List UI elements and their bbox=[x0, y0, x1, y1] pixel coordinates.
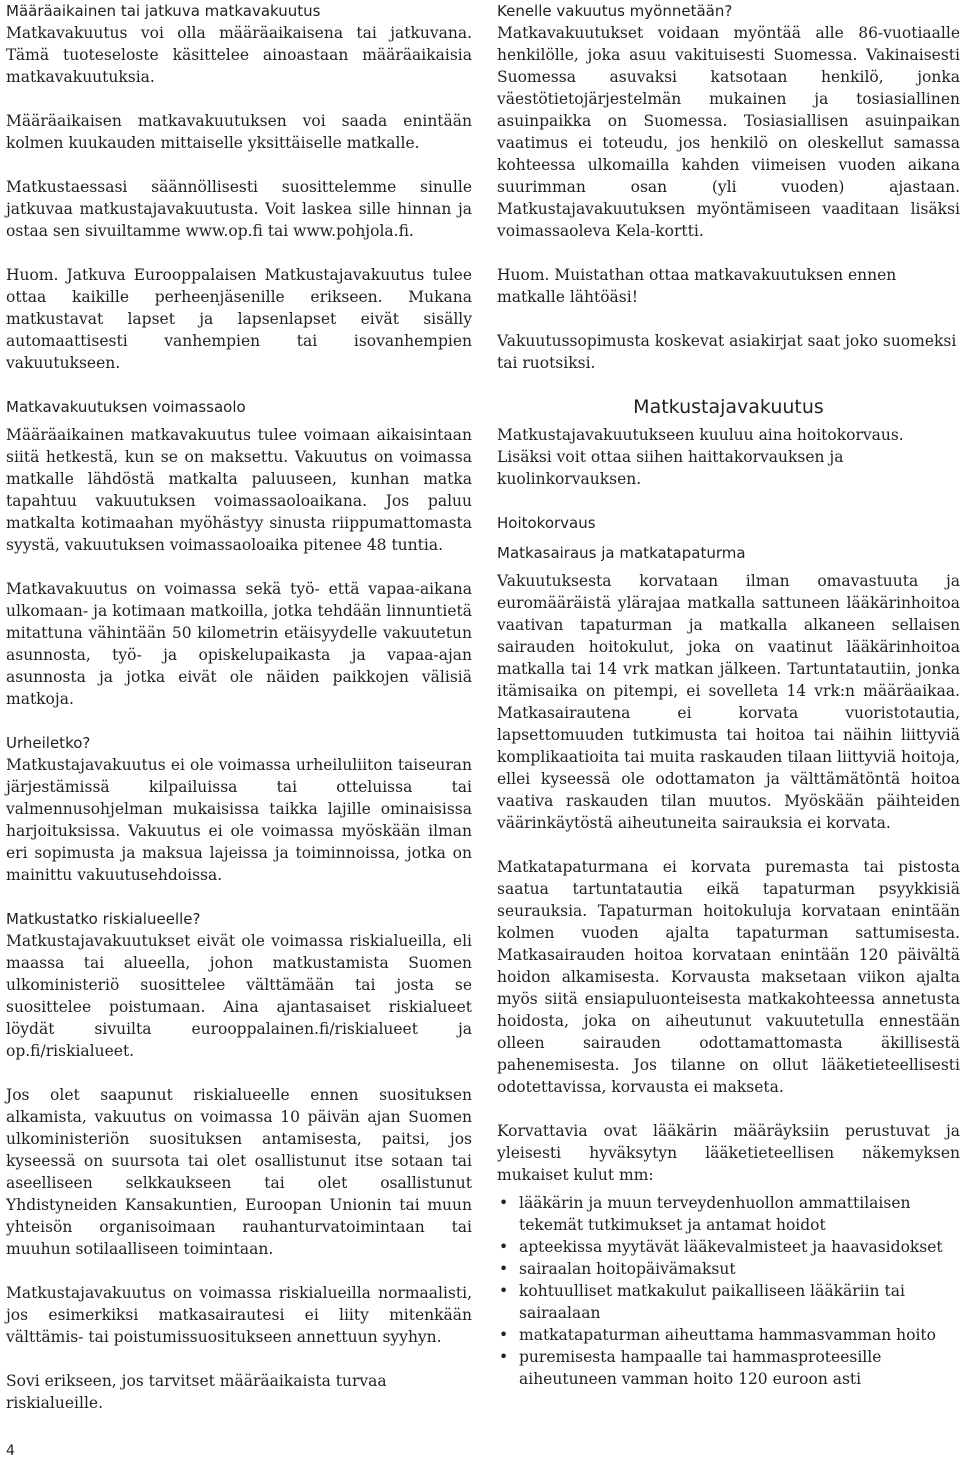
subheading: Matkasairaus ja matkatapaturma bbox=[497, 544, 746, 562]
paragraph: Korvattavia ovat lääkärin määräyksiin perustuvat ja yleisesti hyväksytyn lääketieteellisen näkemyksen mukaiset kulut mm: bbox=[497, 1122, 960, 1184]
paragraph: Matkustaessasi säännöllisesti suosittelemme sinulle jatkuvaa matkustajavakuutusta. Voit laskea sille hinnan ja ostaa sen sivuiltamme www.op.fi tai www.pohjola.fi. bbox=[6, 178, 472, 240]
page-number: 4 bbox=[6, 1443, 15, 1459]
paragraph: Vakuutuksesta korvataan ilman omavastuuta ja euromääräistä ylärajaa matkalla sattuneen lääkärinhoitoa vaativan tapaturman ja matkalla alkaneen sellaisen sairauden hoitokulut, joka on vaatinut lääkärinhoitoa matkalla tai 14 vrk matkan jälkeen. Tartuntatautiin, jonka itämisaika on pitempi, ei sovelleta 14 vrk:n määräaikaa. Matkasairautena ei korvata vuoristotautia, lapsettomuuden tutkimusta tai hoitoa tai näihin liittyviä komplikaatioita tai muita raskauden tilaan liittyviä hoitoja, ellei kyseessä ole odottamaton ja välttämätöntä hoitoa vaativa raskauden tilan muutos. Myöskään päihteiden väärinkäytöstä aiheutuneita sairauksia ei korvata. bbox=[497, 572, 960, 832]
paragraph: Matkavakuutukset voidaan myöntää alle 86-vuotiaalle henkilölle, joka asuu vakituisesti Suomessa. Vakinaisesti Suomessa asuvaksi katsotaan henkilö, jonka väestötietojärjestelmän mukainen ja tosiasiallinen asuinpaikka on Suomessa. Tosiasiallisen asuinpaikan vaatimus ei toteudu, jos henkilö on oleskellut samassa kohteessa ulkomailla kahden viimeisen vuoden aikana suurimman osan (yli vuoden) ajastaan. Matkustajavakuutuksen myöntämiseen vaaditaan lisäksi voimassaoleva Kela-kortti. bbox=[497, 24, 960, 240]
list-item: • apteekissa myytävät lääkevalmisteet ja haavasidokset bbox=[497, 1236, 960, 1258]
paragraph: Jos olet saapunut riskialueelle ennen suosituksen alkamista, vakuutus on voimassa 10 päivän ajan Suomen ulkoministeriön suosituksen antamisesta, paitsi, jos kyseessä on suursota tai olet osallistunut itse sotaan tai aseelliseen selkkaukseen tai olet osallistunut Yhdistyneiden Kansakuntien, Euroopan Unionin tai muun yhteisön organisoimaan rauhanturvatoimintaan tai muuhun sotilaalliseen toimintaan. bbox=[6, 1086, 472, 1258]
list-item: • puremisesta hampaalle tai hammasproteesille aiheutuneen vamman hoito 120 euroon asti bbox=[497, 1346, 960, 1390]
paragraph: Määräaikainen matkavakuutus tulee voimaan aikaisintaan siitä hetkestä, kun se on maksettu. Vakuutus on voimassa matkalle lähdöstä matkalta paluuseen, kunhan matka tapahtuu vakuutuksen voimassaoloaikana. Jos paluu matkalta kotimaahan myöhästyy sinusta riippumattomasta syystä, vakuutuksen voimassaoloaika pitenee 48 tuntia. bbox=[6, 426, 472, 554]
section-heading: Urheiletko? bbox=[6, 734, 91, 752]
list-item: • sairaalan hoitopäivämaksut bbox=[497, 1258, 960, 1280]
paragraph: Matkustajavakuutukset eivät ole voimassa riskialueilla, eli maassa tai alueella, johon matkustamista Suomen ulkoministeriö suosittelee välttämään tai josta se suosittelee poistumaan. Aina ajantasaiset riskialueet löydät sivuilta eurooppalainen.fi/riskialueet ja op.fi/riskialueet. bbox=[6, 932, 472, 1060]
section-heading: Hoitokorvaus bbox=[497, 514, 596, 532]
list-item: • lääkärin ja muun terveydenhuollon ammattilaisen tekemät tutkimukset ja antamat hoidot bbox=[497, 1192, 960, 1236]
paragraph: Matkavakuutus voi olla määräaikaisena tai jatkuvana. Tämä tuoteseloste käsittelee ainoastaan määräaikaisia matkavakuutuksia. bbox=[6, 24, 472, 86]
section-title: Matkustajavakuutus bbox=[633, 396, 824, 418]
paragraph: Vakuutussopimusta koskevat asiakirjat saat joko suomeksi tai ruotsiksi. bbox=[497, 332, 957, 372]
section-heading: Määräaikainen tai jatkuva matkavakuutus bbox=[6, 2, 321, 20]
paragraph: Huom. Muistathan ottaa matkavakuutuksen ennen matkalle lähtöäsi! bbox=[497, 266, 897, 306]
section-heading: Matkavakuutuksen voimassaolo bbox=[6, 398, 246, 416]
section-heading: Matkustatko riskialueelle? bbox=[6, 910, 201, 928]
right-column bbox=[497, 0, 960, 1390]
bullet-list bbox=[497, 1192, 960, 1390]
list-item: • matkatapaturman aiheuttama hammasvamman hoito bbox=[497, 1324, 960, 1346]
paragraph: Huom. Jatkuva Eurooppalaisen Matkustajavakuutus tulee ottaa kaikille perheenjäsenille erikseen. Mukana matkustavat lapset ja lapsenlapset eivät sisälly automaattisesti vanhempien tai isovanhempien vakuutukseen. bbox=[6, 266, 472, 372]
paragraph: Matkavakuutus on voimassa sekä työ- että vapaa-aikana ulkomaan- ja kotimaan matkoilla, jotka tehdään linnuntietä mitattuna vähintään 50 kilometrin etäisyydelle vakuutetun asunnosta, työ- ja opiskelupaikasta ja vapaa-ajan asunnosta ja jotka eivät ole näiden paikkojen välisiä matkoja. bbox=[6, 580, 472, 708]
paragraph: Matkustajavakuutus ei ole voimassa urheiluliiton taiseuran järjestämissä kilpailuissa tai otteluissa tai valmennusohjelman mukaisissa taikka lajille ominaisissa harjoituksissa. Vakuutus ei ole voimassa myöskään ilman eri sopimusta ja maksua lajeissa ja toiminnoissa, jotka on mainittu vakuutusehdoissa. bbox=[6, 756, 472, 884]
left-column bbox=[6, 0, 472, 1414]
paragraph: Matkustajavakuutukseen kuuluu aina hoitokorvaus. Lisäksi voit ottaa siihen haittakorvauksen ja kuolinkorvauksen. bbox=[497, 426, 904, 488]
paragraph: Sovi erikseen, jos tarvitset määräaikaista turvaa riskialueille. bbox=[6, 1372, 387, 1412]
paragraph: Matkustajavakuutus on voimassa riskialueilla normaalisti, jos esimerkiksi matkasairautesi ei liity mitenkään välttämis- tai poistumissuositukseen annettuun syyhyn. bbox=[6, 1284, 472, 1346]
paragraph: Matkatapaturmana ei korvata puremasta tai pistosta saatua tartuntatautia eikä tapaturman psyykkisiä seurauksia. Tapaturman hoitokuluja korvataan enintään kolmen vuoden ajalta tapaturman sattumisesta. Matkasairauden hoitoa korvataan enintään 120 päivältä hoidon alkamisesta. Korvausta maksetaan viikon ajalta myös siitä ensiapuluonteisesta matkakohteessa annetusta hoidosta, joka on aiheutunut vakuutetulla ennestään olleen sairauden odottamattomasta äkillisestä pahenemisesta. Jos tilanne on ollut lääketieteellisesti odotettavissa, korvausta ei makseta. bbox=[497, 858, 960, 1096]
section-heading: Kenelle vakuutus myönnetään? bbox=[497, 2, 733, 20]
paragraph: Määräaikaisen matkavakuutuksen voi saada enintään kolmen kuukauden mittaiselle yksittäiselle matkalle. bbox=[6, 112, 472, 152]
list-item: • kohtuulliset matkakulut paikalliseen lääkäriin tai sairaalaan bbox=[497, 1280, 960, 1324]
